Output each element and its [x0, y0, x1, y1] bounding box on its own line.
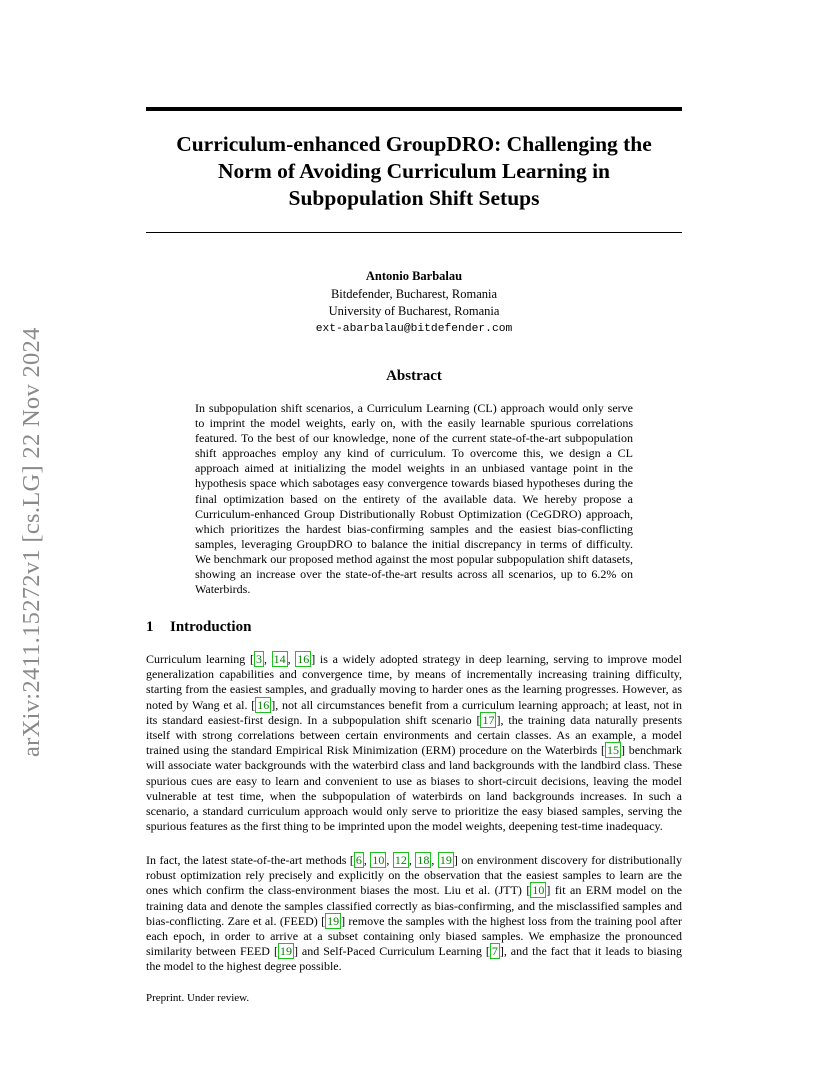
citation-link[interactable]: 10 — [532, 883, 545, 898]
abstract-heading: Abstract — [386, 368, 442, 384]
citation-link[interactable]: 19 — [279, 944, 292, 959]
citation-link[interactable]: 19 — [327, 913, 340, 928]
citation-link[interactable]: 7 — [491, 944, 498, 959]
citation-link[interactable]: 19 — [439, 853, 452, 867]
citation-link[interactable]: 15 — [606, 743, 619, 758]
para-text: on environment discovery for distributionally robust optimization rely precisely and explicitly on the observation that the easiest samples to learn are the ones which confirm the class-environment biases the most. Liu et al. (JTT) — [146, 853, 683, 898]
title-line: Subpopulation Shift Setups — [288, 186, 540, 210]
author-affiliation: Bitdefender, Bucharest, Romania — [330, 286, 498, 301]
citation-link[interactable]: 6 — [355, 853, 362, 867]
author-email[interactable]: ext-abarbalau@bitdefender.com — [315, 322, 513, 335]
citation-link[interactable]: 14 — [273, 652, 286, 666]
para-text: remove the samples with the highest loss from the training pool after each epoch, in order to arrive at a subset containing only biased samples. We emphasize the pronounced similarity between FEED — [146, 913, 682, 959]
paper-title — [146, 131, 682, 212]
para-text: Curriculum learning — [146, 652, 250, 666]
abstract-text: In subpopulation shift scenarios, a Curriculum Learning (CL) approach would only serve to imprint the model weights, early on, with the easily learnable spurious correlations featured. To the best of our knowledge, none of the current state-of-the-art subpopulation shift approaches employ any kind of curriculum. To overcome this, we design a CL approach aimed at initializing the model weights in an unbiased vantage point in the hypothesis space which sabotages easy convergence towards biased hypotheses during the final optimization based on the entirety of the available data. We hereby propose a Curriculum-enhanced Group Distributionally Robust Optimization (CeGDRO) approach, which prioritizes the hardest bias-confirming samples and the easiest bias-conflicting samples, leveraging GroupDRO to balance the initial discrepancy in terms of difficulty. We benchmark our proposed method against the most popular subpopulation shift datasets, showing an increase over the state-of-the-art results across all scenarios, up to 6.2% on Waterbirds. — [195, 401, 633, 597]
citation-link[interactable]: 10 — [372, 853, 385, 867]
citation-link[interactable]: 3 — [255, 652, 262, 666]
section-number: 1 — [146, 619, 154, 635]
title-line: Curriculum-enhanced GroupDRO: Challenging the — [176, 132, 652, 156]
citation-link[interactable]: 12 — [394, 853, 407, 867]
title-bottom-rule — [146, 232, 682, 233]
section-title: Introduction — [170, 619, 252, 635]
preprint-footer: Preprint. Under review. — [146, 992, 250, 1004]
para-text: and Self-Paced Curriculum Learning — [297, 944, 486, 959]
author-name: Antonio Barbalau — [365, 269, 463, 283]
para-text: is a widely adopted strategy in deep learning, serving to improve model generalization capabilities and convergence time, by means of incrementally increasing training difficulty, starting from the easiest samples, and gradually moving to harder ones as the learning progresses. However, as noted by Wang et al. — [146, 652, 683, 712]
para-text: fit an ERM model on the training data and denote the samples classified correctly as bias-confirming, and the misclassified samples and bias-conflicting. Zare et al. (FEED) — [146, 883, 682, 928]
title-line: Norm of Avoiding Curriculum Learning in — [218, 159, 610, 183]
para-text: benchmark will associate water backgrounds with the waterbird class and land backgrounds with the landbird class. These spurious cues are easy to learn and convenient to use as biases to short-circuit decisions, leaving the model vulnerable at test time, when the subpopulation of waterbirds on land backgrounds increases. In such a scenario, a standard curriculum approach would only serve to prioritize the easy biased samples, serving the spurious features as the first thing to be imprinted upon the model weights, deepening test-time inadequacy. — [146, 743, 683, 834]
intro-paragraph-1: Curriculum learning [ 3 , 14 , 16 ] is a widely adopted strategy in deep learning, serving to improve model generalization capabilities and convergence time, by means of incrementally increasing training difficulty, starting from the easiest samples, and gradually moving to harder ones as the learning progresses. However, as noted by Wang et al. [ 16 ], not all circumstances benefit from a curriculum learning approach; at least, not in its standard easiest-first design. In a subpopulation shift scenario [ 17 ], the training data naturally presents itself with strong correlations between certain environments and certain classes. As an example, a model trained using the standard Empirical Risk Minimization (ERM) procedure on the Waterbirds [ 15 ] benchmark will associate water backgrounds with the waterbird class and land backgrounds with the landbird class. These spurious cues are easy to learn and convenient to use as biases to short-circuit decisions, leaving the model vulnerable at test time, when the subpopulation of waterbirds on land backgrounds increases. In such a scenario, a standard curriculum approach would only serve to prioritize the easy biased samples, serving the spurious features as the first thing to be imprinted upon the model weights, deepening test-time inadequacy. — [146, 652, 683, 834]
title-top-rule — [146, 107, 682, 111]
arxiv-identifier-stamp: arXiv:2411.15272v1 [cs.LG] 22 Nov 2024 — [18, 327, 45, 757]
author-block — [146, 268, 682, 338]
citation-link[interactable]: 17 — [482, 712, 495, 727]
para-text: , and the fact that it leads to biasing the model to the highest degree possible. — [146, 944, 682, 974]
para-text: , not all circumstances benefit from a curriculum learning approach; at least, not in its standard easiest-first design. In a subpopulation shift scenario — [146, 697, 682, 727]
citation-link[interactable]: 16 — [257, 697, 270, 712]
citation-link[interactable]: 18 — [417, 853, 430, 867]
section-heading — [146, 619, 682, 636]
intro-paragraph-2: In fact, the latest state-of-the-art methods [ 6 , 10 , 12 , 18 , 19 ] on environment discovery for distributionally robust optimization rely precisely and explicitly on the observation that the easiest samples to learn are the ones which confirm the class-environment biases the most. Liu et al. (JTT) [ 10 ] fit an ERM model on the training data and denote the samples classified correctly as bias-confirming, and the misclassified samples and bias-conflicting. Zare et al. (FEED) [ 19 ] remove the samples with the highest loss from the training pool after each epoch, in order to arrive at a subset containing only biased samples. We emphasize the pronounced similarity between FEED [ 19 ] and Self-Paced Curriculum Learning [ 7 ], and the fact that it leads to biasing the model to the highest degree possible. — [146, 853, 683, 974]
para-text: , the training data naturally presents itself with strong correlations between certain environments and certain classes. As an example, a model trained using the standard Empirical Risk Minimization (ERM) procedure on the Waterbirds — [146, 712, 682, 758]
para-text: In fact, the latest state-of-the-art methods — [146, 853, 350, 867]
citation-link[interactable]: 16 — [297, 652, 310, 666]
author-affiliation: University of Bucharest, Romania — [328, 304, 500, 318]
